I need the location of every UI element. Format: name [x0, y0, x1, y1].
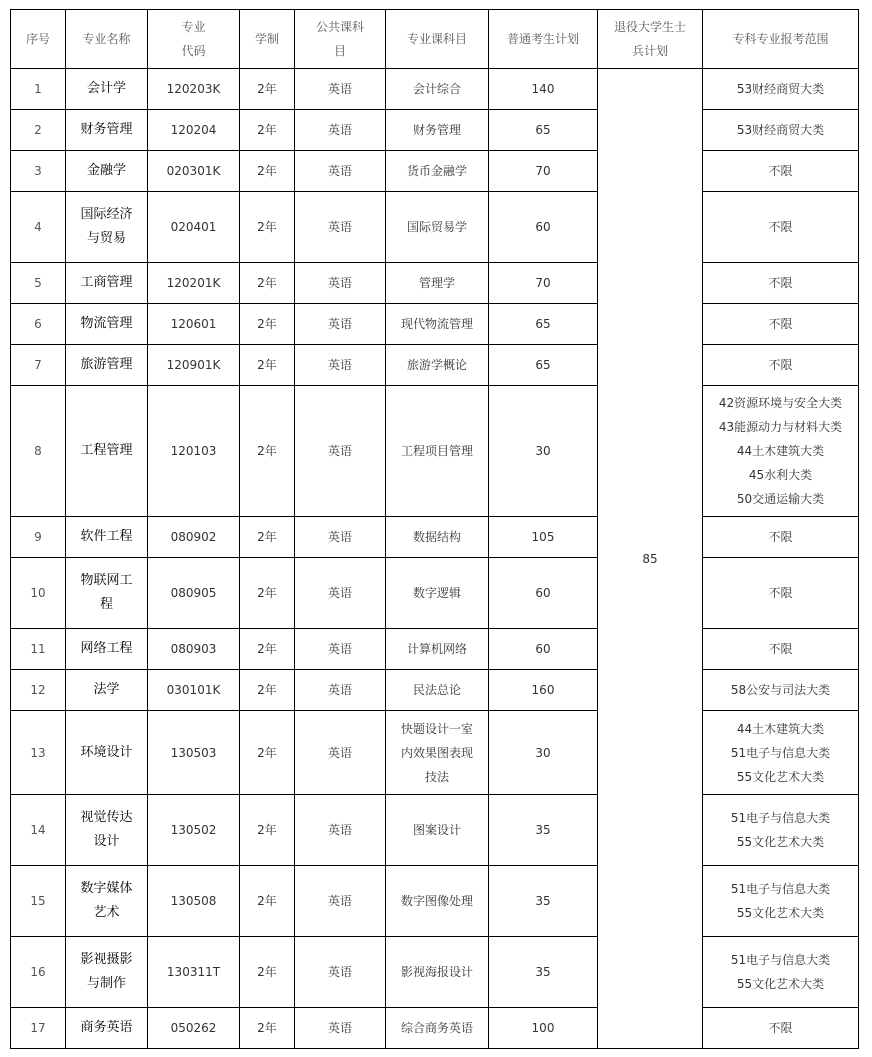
row-seq: 5: [11, 263, 66, 304]
major-code: 050262: [148, 1008, 240, 1049]
general-plan: 60: [489, 629, 598, 670]
general-plan: 100: [489, 1008, 598, 1049]
enrollment-scope-line: 不限: [768, 586, 793, 600]
major-subject-line: 数字图像处理: [400, 894, 473, 908]
enrollment-scope-line: 不限: [768, 358, 793, 372]
general-plan: 140: [489, 69, 598, 110]
general-plan: 105: [489, 517, 598, 558]
duration: 2年: [240, 1008, 295, 1049]
enrollment-scope-line: 53财经商贸大类: [736, 123, 825, 137]
table-row: [11, 795, 859, 866]
header-public-course: [295, 10, 386, 69]
row-seq: 12: [11, 670, 66, 711]
table-body: [11, 69, 859, 1049]
public-course: 英语: [295, 304, 386, 345]
major-name-line: 软件工程: [80, 529, 133, 544]
major-name-line: 商务英语: [80, 1020, 133, 1035]
major-code: 020301K: [148, 151, 240, 192]
major-name: [66, 866, 148, 937]
major-subject: [386, 69, 489, 110]
table-row: [11, 69, 859, 110]
enrollment-scope-line: 51电子与信息大类: [730, 953, 831, 967]
major-name-line: 财务管理: [80, 122, 133, 137]
row-seq: 7: [11, 345, 66, 386]
major-name-line: 物流管理: [80, 316, 133, 331]
major-name: [66, 937, 148, 1008]
major-name-line: 会计学: [86, 81, 126, 96]
header-major: 专业名称: [66, 10, 148, 69]
enrollment-scope-line: 51电子与信息大类: [730, 882, 831, 896]
table-row: [11, 151, 859, 192]
enrollment-scope: [703, 517, 859, 558]
major-subject-line: 数据结构: [412, 530, 461, 544]
table-row: [11, 1008, 859, 1049]
row-seq: 15: [11, 866, 66, 937]
major-subject-line: 图案设计: [412, 823, 461, 837]
general-plan: 60: [489, 192, 598, 263]
duration: 2年: [240, 517, 295, 558]
major-code: 120203K: [148, 69, 240, 110]
enrollment-scope-line: 不限: [768, 642, 793, 656]
major-name-line: 网络工程: [80, 641, 133, 656]
enrollment-scope-line: 58公安与司法大类: [730, 683, 831, 697]
enrollment-scope-line: 55文化艺术大类: [736, 906, 825, 920]
major-code: 080905: [148, 558, 240, 629]
public-course: 英语: [295, 151, 386, 192]
major-name: [66, 670, 148, 711]
enrollment-scope-line: 55文化艺术大类: [736, 977, 825, 991]
major-name: [66, 345, 148, 386]
major-subject-line: 货币金融学: [406, 164, 467, 178]
duration: 2年: [240, 304, 295, 345]
major-subject: [386, 795, 489, 866]
header-veteran-plan: [598, 10, 703, 69]
row-seq: 4: [11, 192, 66, 263]
enrollment-scope: [703, 386, 859, 517]
row-seq: 9: [11, 517, 66, 558]
row-seq: 13: [11, 711, 66, 795]
table-row: [11, 304, 859, 345]
general-plan: 160: [489, 670, 598, 711]
enrollment-scope-line: 42资源环境与安全大类: [718, 396, 843, 410]
duration: 2年: [240, 670, 295, 711]
major-name: [66, 795, 148, 866]
public-course: 英语: [295, 386, 386, 517]
header-plan: 普通考生计划: [489, 10, 598, 69]
major-name: [66, 69, 148, 110]
major-code: 120201K: [148, 263, 240, 304]
duration: 2年: [240, 937, 295, 1008]
table-row: [11, 110, 859, 151]
header-code: [148, 10, 240, 69]
major-name-line: 影视摄影: [80, 952, 133, 967]
major-name-line: 工商管理: [80, 275, 133, 290]
public-course: 英语: [295, 1008, 386, 1049]
enrollment-scope-line: 不限: [768, 1021, 793, 1035]
major-subject-line: 快题设计一室: [400, 721, 473, 736]
major-subject: [386, 151, 489, 192]
major-name: [66, 517, 148, 558]
enrollment-scope-line: 51电子与信息大类: [730, 745, 831, 760]
major-subject: [386, 110, 489, 151]
enrollment-scope: [703, 263, 859, 304]
header-scope: 专科专业报考范围: [703, 10, 859, 69]
table-row: [11, 263, 859, 304]
major-subject: [386, 866, 489, 937]
enrollment-scope-line: 53财经商贸大类: [736, 82, 825, 96]
table-row: [11, 558, 859, 629]
major-code: 130502: [148, 795, 240, 866]
major-name-line: 法学: [93, 682, 120, 697]
enrollment-scope-line: 44土木建筑大类: [736, 721, 825, 736]
duration: 2年: [240, 866, 295, 937]
major-subject: [386, 192, 489, 263]
header-row: [11, 10, 859, 69]
enrollment-scope: [703, 711, 859, 795]
enrollment-scope: [703, 795, 859, 866]
enrollment-scope-line: 50交通运输大类: [736, 492, 825, 506]
major-subject-line: 计算机网络: [406, 642, 467, 656]
admission-plan-table: [10, 9, 859, 1049]
major-name-line: 与贸易: [86, 231, 126, 246]
header-veteran-line-2: 兵计划: [631, 44, 668, 58]
public-course: 英语: [295, 345, 386, 386]
table-row: [11, 629, 859, 670]
duration: 2年: [240, 386, 295, 517]
header-duration: 学制: [240, 10, 295, 69]
major-subject-line: 会计综合: [412, 82, 461, 96]
general-plan: 65: [489, 345, 598, 386]
major-subject: [386, 629, 489, 670]
major-subject-line: 民法总论: [412, 683, 461, 697]
duration: 2年: [240, 345, 295, 386]
enrollment-scope-line: 不限: [768, 317, 793, 331]
public-course: 英语: [295, 795, 386, 866]
duration: 2年: [240, 711, 295, 795]
enrollment-scope: [703, 866, 859, 937]
general-plan: 35: [489, 866, 598, 937]
major-name: [66, 558, 148, 629]
major-name-line: 旅游管理: [80, 357, 133, 372]
major-subject: [386, 263, 489, 304]
major-code: 120901K: [148, 345, 240, 386]
major-subject-line: 内效果图表现: [400, 745, 473, 760]
major-name: [66, 1008, 148, 1049]
major-code: 120204: [148, 110, 240, 151]
row-seq: 6: [11, 304, 66, 345]
row-seq: 1: [11, 69, 66, 110]
major-name: [66, 263, 148, 304]
row-seq: 17: [11, 1008, 66, 1049]
public-course: 英语: [295, 937, 386, 1008]
header-public-line-2: 目: [333, 44, 346, 58]
major-subject-line: 管理学: [418, 276, 455, 290]
public-course: 英语: [295, 192, 386, 263]
row-seq: 8: [11, 386, 66, 517]
major-subject-line: 技法: [424, 769, 449, 784]
duration: 2年: [240, 110, 295, 151]
major-subject-line: 影视海报设计: [400, 965, 473, 979]
header-public-line-1: 公共课科: [315, 20, 364, 34]
table-row: [11, 937, 859, 1008]
enrollment-scope: [703, 670, 859, 711]
public-course: 英语: [295, 866, 386, 937]
major-subject: [386, 345, 489, 386]
enrollment-scope: [703, 558, 859, 629]
general-plan: 65: [489, 304, 598, 345]
header-code-line-1: 专业: [181, 20, 206, 34]
general-plan: 60: [489, 558, 598, 629]
table-row: [11, 517, 859, 558]
major-subject: [386, 711, 489, 795]
duration: 2年: [240, 69, 295, 110]
enrollment-scope-line: 不限: [768, 276, 793, 290]
major-code: 120601: [148, 304, 240, 345]
major-name-line: 国际经济: [80, 207, 133, 222]
row-seq: 14: [11, 795, 66, 866]
enrollment-scope-line: 44土木建筑大类: [736, 444, 825, 458]
enrollment-scope-line: 55文化艺术大类: [736, 769, 825, 784]
major-code: 080902: [148, 517, 240, 558]
header-code-line-2: 代码: [181, 44, 206, 58]
major-name: [66, 711, 148, 795]
major-code: 080903: [148, 629, 240, 670]
major-subject: [386, 670, 489, 711]
major-subject: [386, 558, 489, 629]
major-name: [66, 304, 148, 345]
public-course: 英语: [295, 110, 386, 151]
general-plan: 70: [489, 151, 598, 192]
enrollment-scope-line: 43能源动力与材料大类: [718, 420, 843, 434]
major-subject-line: 综合商务英语: [400, 1021, 473, 1035]
enrollment-scope-line: 不限: [768, 164, 793, 178]
general-plan: 35: [489, 795, 598, 866]
enrollment-scope-line: 不限: [768, 530, 793, 544]
major-name-line: 环境设计: [80, 744, 133, 760]
duration: 2年: [240, 151, 295, 192]
veteran-plan: 85: [598, 69, 703, 1049]
enrollment-scope: [703, 69, 859, 110]
major-code: 030101K: [148, 670, 240, 711]
header-seq: 序号: [11, 10, 66, 69]
public-course: 英语: [295, 670, 386, 711]
row-seq: 16: [11, 937, 66, 1008]
enrollment-scope: [703, 110, 859, 151]
major-name-line: 金融学: [86, 163, 126, 178]
major-subject-line: 工程项目管理: [400, 444, 473, 458]
major-name-line: 艺术: [93, 905, 120, 920]
enrollment-scope-line: 不限: [768, 220, 793, 234]
enrollment-scope: [703, 345, 859, 386]
major-subject-line: 财务管理: [412, 123, 461, 137]
major-code: 120103: [148, 386, 240, 517]
duration: 2年: [240, 192, 295, 263]
header-veteran-line-1: 退役大学生士: [613, 20, 686, 34]
table-row: [11, 345, 859, 386]
general-plan: 70: [489, 263, 598, 304]
table-row: [11, 711, 859, 795]
enrollment-scope: [703, 937, 859, 1008]
row-seq: 3: [11, 151, 66, 192]
major-subject: [386, 304, 489, 345]
enrollment-scope-line: 51电子与信息大类: [730, 811, 831, 825]
major-name: [66, 151, 148, 192]
table-row: [11, 386, 859, 517]
general-plan: 35: [489, 937, 598, 1008]
table-row: [11, 192, 859, 263]
major-name-line: 与制作: [86, 976, 126, 991]
public-course: 英语: [295, 558, 386, 629]
major-name-line: 物联网工: [80, 573, 133, 588]
major-code: 130503: [148, 711, 240, 795]
duration: 2年: [240, 795, 295, 866]
table-row: [11, 670, 859, 711]
major-name: [66, 629, 148, 670]
major-name-line: 视觉传达: [80, 810, 133, 825]
general-plan: 30: [489, 386, 598, 517]
duration: 2年: [240, 629, 295, 670]
enrollment-scope: [703, 1008, 859, 1049]
major-name-line: 设计: [93, 834, 120, 849]
enrollment-scope: [703, 151, 859, 192]
table-row: [11, 866, 859, 937]
enrollment-scope-line: 45水利大类: [748, 468, 813, 482]
public-course: 英语: [295, 517, 386, 558]
major-code: 130311T: [148, 937, 240, 1008]
public-course: 英语: [295, 263, 386, 304]
major-subject: [386, 937, 489, 1008]
major-code: 020401: [148, 192, 240, 263]
duration: 2年: [240, 558, 295, 629]
major-subject-line: 旅游学概论: [406, 358, 467, 372]
major-name: [66, 386, 148, 517]
major-subject: [386, 386, 489, 517]
major-subject: [386, 517, 489, 558]
major-name-line: 数字媒体: [80, 881, 133, 896]
row-seq: 11: [11, 629, 66, 670]
major-subject-line: 数字逻辑: [412, 586, 461, 600]
public-course: 英语: [295, 69, 386, 110]
enrollment-scope: [703, 304, 859, 345]
major-name: [66, 192, 148, 263]
public-course: 英语: [295, 711, 386, 795]
public-course: 英语: [295, 629, 386, 670]
header-subject: 专业课科目: [386, 10, 489, 69]
major-name-line: 工程管理: [80, 443, 133, 458]
enrollment-scope-line: 55文化艺术大类: [736, 835, 825, 849]
enrollment-scope: [703, 192, 859, 263]
general-plan: 30: [489, 711, 598, 795]
row-seq: 10: [11, 558, 66, 629]
major-subject-line: 国际贸易学: [406, 220, 467, 234]
enrollment-scope: [703, 629, 859, 670]
major-subject-line: 现代物流管理: [400, 317, 473, 331]
general-plan: 65: [489, 110, 598, 151]
major-subject: [386, 1008, 489, 1049]
row-seq: 2: [11, 110, 66, 151]
duration: 2年: [240, 263, 295, 304]
major-code: 130508: [148, 866, 240, 937]
major-name: [66, 110, 148, 151]
major-name-line: 程: [99, 597, 113, 612]
